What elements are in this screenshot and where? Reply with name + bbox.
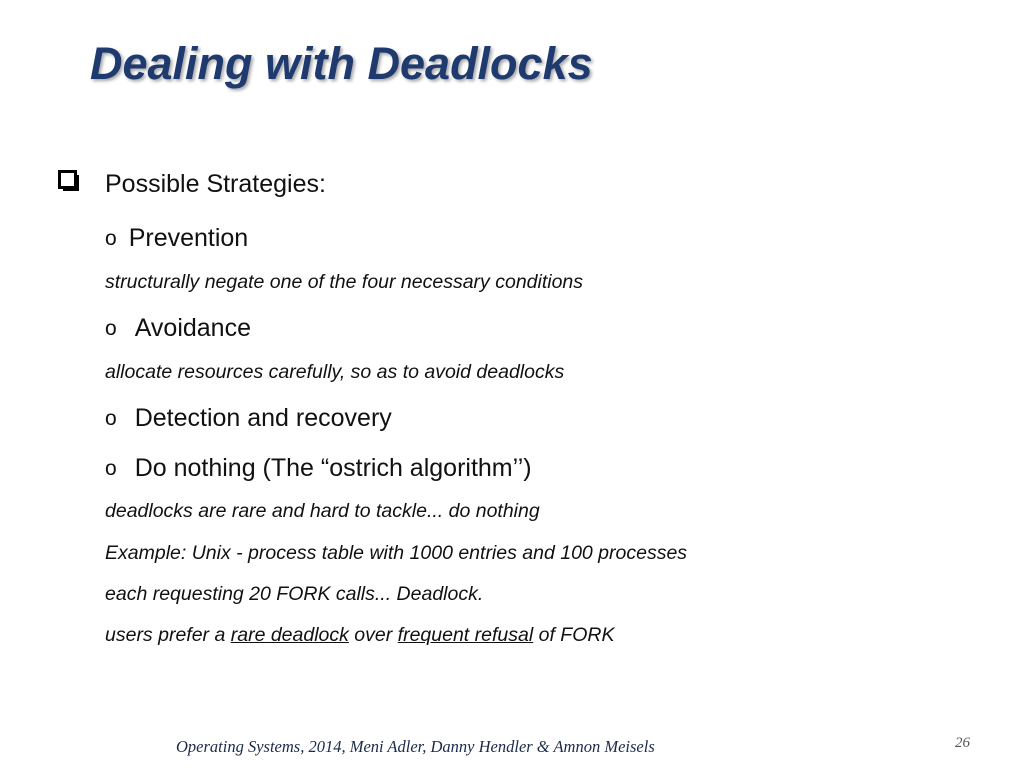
strategy-item-detection (105, 404, 392, 433)
strategy-label: Prevention (128, 224, 249, 252)
circle-bullet-icon: o (105, 317, 117, 340)
main-bullet-label: Possible Strategies: (105, 170, 326, 198)
ostrich-note-3: each requesting 20 FORK calls... Deadlock. (105, 583, 484, 605)
strategy-note-prevention: structurally negate one of the four necessary conditions (105, 271, 584, 293)
strategy-label: Detection and recovery (134, 404, 392, 432)
ostrich-note-1: deadlocks are rare and hard to tackle... do nothing (105, 500, 540, 522)
strategy-item-avoidance (105, 314, 251, 343)
slide-footer: Operating Systems, 2014, Meni Adler, Danny Hendler & Amnon Meisels (176, 737, 655, 756)
underlined-phrase-frequent-refusal: frequent refusal (397, 624, 534, 646)
slide-title: Dealing with Deadlocks (90, 38, 593, 89)
page-number: 26 (955, 735, 970, 751)
note-text: over (348, 624, 398, 646)
circle-bullet-icon: o (105, 407, 117, 430)
checkbox-square-icon (58, 170, 80, 192)
strategy-item-do-nothing (105, 454, 532, 483)
underlined-phrase-rare-deadlock: rare deadlock (230, 624, 349, 646)
strategy-note-avoidance: allocate resources carefully, so as to avoid deadlocks (105, 361, 565, 383)
strategy-label: Do nothing (The “ostrich algorithm’’) (134, 454, 532, 482)
note-text: users prefer a (105, 624, 231, 646)
note-text: of FORK (533, 624, 615, 646)
circle-bullet-icon: o (105, 227, 117, 250)
strategy-label: Avoidance (134, 314, 251, 342)
ostrich-note-4 (105, 624, 614, 647)
circle-bullet-icon: o (105, 457, 117, 480)
ostrich-note-2: Example: Unix - process table with 1000 entries and 100 processes (105, 542, 688, 564)
strategy-item-prevention (105, 224, 248, 253)
